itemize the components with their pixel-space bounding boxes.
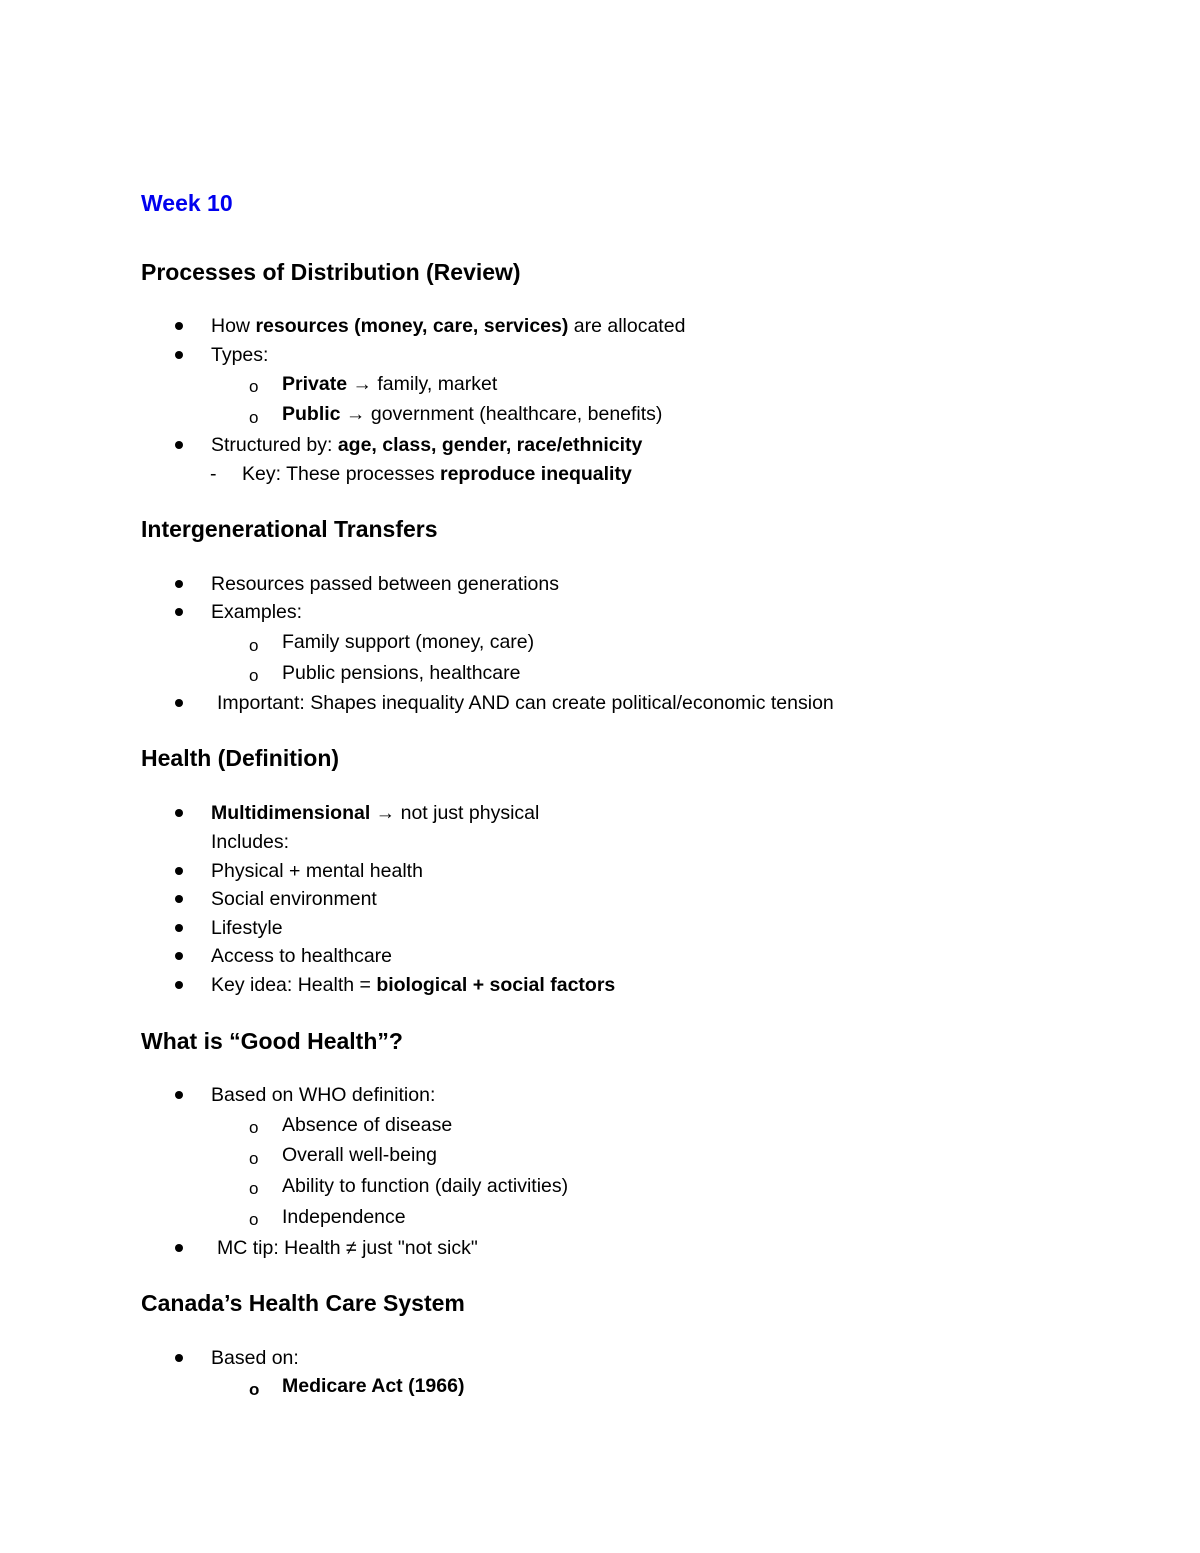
sub-bullet-icon: o bbox=[249, 1179, 259, 1198]
dash-marker: - bbox=[210, 463, 217, 485]
list-item: Based on: bbox=[211, 1347, 299, 1369]
list-item: Structured by: age, class, gender, race/ethnicity bbox=[211, 434, 643, 456]
sub-bullet-icon: o bbox=[249, 1210, 259, 1229]
bullet-icon bbox=[175, 809, 183, 817]
bullet-icon bbox=[175, 924, 183, 932]
sub-bullet-icon: o bbox=[249, 408, 259, 427]
bullet-icon bbox=[175, 351, 183, 359]
bullet-icon bbox=[175, 580, 183, 588]
bullet-icon bbox=[175, 322, 183, 330]
bullet-icon bbox=[175, 1091, 183, 1099]
sub-list-item: Family support (money, care) bbox=[282, 631, 535, 653]
bullet-icon bbox=[175, 895, 183, 903]
sub-list-item: Overall well-being bbox=[282, 1144, 437, 1166]
sub-bullet-icon: o bbox=[249, 666, 259, 685]
bullet-icon bbox=[175, 1244, 183, 1252]
section-heading-canada-health-care: Canada’s Health Care System bbox=[141, 1290, 465, 1316]
list-item: Types: bbox=[211, 344, 269, 366]
sub-list-item: Medicare Act (1966) bbox=[282, 1375, 465, 1397]
sub-list-item: Public → government (healthcare, benefits) bbox=[282, 403, 663, 425]
list-item: MC tip: Health ≠ just "not sick" bbox=[217, 1237, 478, 1259]
sub-bullet-icon: o bbox=[249, 1380, 260, 1399]
bullet-icon bbox=[175, 1354, 183, 1362]
list-text: Includes: bbox=[211, 831, 290, 853]
list-item: How resources (money, care, services) are allocated bbox=[211, 315, 686, 337]
section-heading-good-health: What is “Good Health”? bbox=[141, 1028, 403, 1054]
page-title: Week 10 bbox=[141, 190, 233, 216]
list-item: Important: Shapes inequality AND can create political/economic tension bbox=[217, 692, 834, 714]
sub-list-item: Absence of disease bbox=[282, 1114, 453, 1136]
list-item: Examples: bbox=[211, 601, 303, 623]
sub-list-item: Key: These processes reproduce inequality bbox=[242, 463, 632, 485]
bullet-icon bbox=[175, 441, 183, 449]
bullet-icon bbox=[175, 867, 183, 875]
sub-bullet-icon: o bbox=[249, 636, 259, 655]
list-item: Multidimensional → not just physical bbox=[211, 802, 540, 824]
bullet-icon bbox=[175, 699, 183, 707]
list-item: Resources passed between generations bbox=[211, 573, 559, 595]
list-item: Key idea: Health = biological + social factors bbox=[211, 974, 616, 996]
list-item: Social environment bbox=[211, 888, 377, 910]
list-item: Access to healthcare bbox=[211, 945, 393, 967]
section-heading-distribution: Processes of Distribution (Review) bbox=[141, 259, 521, 285]
sub-list-item: Public pensions, healthcare bbox=[282, 662, 521, 684]
bullet-icon bbox=[175, 981, 183, 989]
sub-bullet-icon: o bbox=[249, 1149, 259, 1168]
sub-list-item: Independence bbox=[282, 1206, 406, 1228]
bullet-icon bbox=[175, 608, 183, 616]
list-item: Physical + mental health bbox=[211, 860, 423, 882]
sub-bullet-icon: o bbox=[249, 1118, 259, 1137]
sub-list-item: Ability to function (daily activities) bbox=[282, 1175, 569, 1197]
section-heading-health-definition: Health (Definition) bbox=[141, 745, 340, 771]
list-item: Lifestyle bbox=[211, 917, 283, 939]
section-heading-intergenerational: Intergenerational Transfers bbox=[141, 516, 438, 542]
sub-list-item: Private → family, market bbox=[282, 373, 498, 395]
sub-bullet-icon: o bbox=[249, 377, 259, 396]
list-item: Based on WHO definition: bbox=[211, 1084, 436, 1106]
bullet-icon bbox=[175, 952, 183, 960]
